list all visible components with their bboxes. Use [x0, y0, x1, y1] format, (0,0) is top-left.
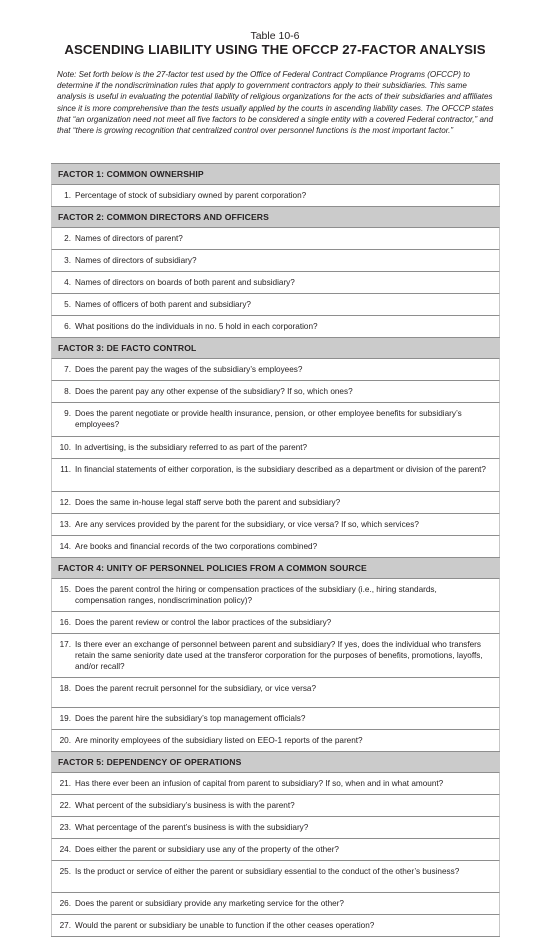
- question-text: Is the product or service of either the parent or subsidiary essential to the conduct of the other’s business?: [75, 867, 460, 876]
- question-row: [51, 227, 500, 249]
- question-number: 16.: [59, 618, 71, 627]
- question-text: Names of directors of subsidiary?: [75, 256, 197, 265]
- question-number: 21.: [59, 779, 71, 788]
- question-number: 9.: [64, 409, 71, 418]
- question-row: [51, 380, 500, 402]
- question-text: Names of officers of both parent and subsidiary?: [75, 300, 251, 309]
- question-text: Are any services provided by the parent for the subsidiary, or vice versa? If so, which services?: [75, 520, 419, 529]
- question-number: 23.: [59, 823, 71, 832]
- question-row: [51, 358, 500, 380]
- question-text: Percentage of stock of subsidiary owned by parent corporation?: [75, 191, 307, 200]
- question-row: [51, 535, 500, 557]
- question-text: Are books and financial records of the two corporations combined?: [75, 542, 318, 551]
- question-text: Is there ever an exchange of personnel between parent and subsidiary? If yes, does the individual who transfers retain the same seniority date used at the transferor corporation for the purposes of benefits, promotions, layoffs, and/or recall?: [75, 640, 483, 671]
- question-row: [51, 513, 500, 535]
- question-text: Does the parent review or control the labor practices of the subsidiary?: [75, 618, 332, 627]
- question-number: 26.: [59, 899, 71, 908]
- question-text: What percentage of the parent’s business is with the subsidiary?: [75, 823, 309, 832]
- question-row: [51, 402, 500, 436]
- question-row: [51, 249, 500, 271]
- question-text: Would the parent or subsidiary be unable to function if the other ceases operation?: [75, 921, 375, 930]
- question-text: Does the parent pay the wages of the subsidiary’s employees?: [75, 365, 303, 374]
- question-text: Does the parent control the hiring or compensation practices of the subsidiary (i.e., hiring standards, compensation ranges, nondiscrimination policy)?: [75, 585, 437, 605]
- question-number: 6.: [64, 322, 71, 331]
- table-title: ASCENDING LIABILITY USING THE OFCCP 27-FACTOR ANALYSIS: [64, 42, 486, 57]
- question-number: 24.: [59, 845, 71, 854]
- question-text: What positions do the individuals in no. 5 hold in each corporation?: [75, 322, 318, 331]
- question-number: 17.: [59, 640, 71, 649]
- factor-heading: FACTOR 3: DE FACTO CONTROL: [51, 337, 500, 358]
- question-number: 19.: [59, 714, 71, 723]
- question-text: Has there ever been an infusion of capital from parent to subsidiary? If so, when and in what amount?: [75, 779, 444, 788]
- question-number: 25.: [59, 867, 71, 876]
- question-text: What percent of the subsidiary’s business is with the parent?: [75, 801, 295, 810]
- factor-table: [51, 163, 500, 937]
- question-number: 7.: [64, 365, 71, 374]
- factor-heading: FACTOR 5: DEPENDENCY OF OPERATIONS: [51, 751, 500, 772]
- question-text: Does the parent or subsidiary provide any marketing service for the other?: [75, 899, 344, 908]
- question-row: [51, 772, 500, 794]
- factor-heading: FACTOR 2: COMMON DIRECTORS AND OFFICERS: [51, 206, 500, 227]
- question-row: [51, 633, 500, 677]
- question-row: [51, 491, 500, 513]
- question-row: [51, 816, 500, 838]
- question-text: Does the parent negotiate or provide health insurance, pension, or other employee benefits for subsidiary’s employees?: [75, 409, 462, 429]
- factor-heading: FACTOR 4: UNITY OF PERSONNEL POLICIES FROM A COMMON SOURCE: [51, 557, 500, 578]
- question-row: [51, 860, 500, 892]
- question-number: 12.: [59, 498, 71, 507]
- question-number: 3.: [64, 256, 71, 265]
- question-text: Does the parent hire the subsidiary’s top management officials?: [75, 714, 306, 723]
- table-number: Table 10-6: [250, 30, 300, 42]
- question-number: 22.: [59, 801, 71, 810]
- question-text: In advertising, is the subsidiary referred to as part of the parent?: [75, 443, 308, 452]
- question-number: 15.: [59, 585, 71, 594]
- question-text: Names of directors of parent?: [75, 234, 183, 243]
- question-number: 5.: [64, 300, 71, 309]
- question-number: 14.: [59, 542, 71, 551]
- question-text: Are minority employees of the subsidiary listed on EEO-1 reports of the parent?: [75, 736, 363, 745]
- question-number: 4.: [64, 278, 71, 287]
- question-number: 10.: [59, 443, 71, 452]
- question-text: Does the same in-house legal staff serve both the parent and subsidiary?: [75, 498, 341, 507]
- question-row: [51, 838, 500, 860]
- question-row: [51, 184, 500, 206]
- question-row: [51, 293, 500, 315]
- question-row: [51, 892, 500, 914]
- question-number: 2.: [64, 234, 71, 243]
- question-row: [51, 914, 500, 936]
- question-text: Does either the parent or subsidiary use any of the property of the other?: [75, 845, 339, 854]
- question-text: Does the parent pay any other expense of the subsidiary? If so, which ones?: [75, 387, 353, 396]
- question-row: [51, 677, 500, 707]
- question-row: [51, 458, 500, 491]
- factor-heading: FACTOR 1: COMMON OWNERSHIP: [51, 163, 500, 184]
- question-row: [51, 729, 500, 751]
- question-row: [51, 707, 500, 729]
- question-row: [51, 436, 500, 458]
- question-number: 1.: [64, 191, 71, 200]
- question-row: [51, 271, 500, 293]
- question-text: Names of directors on boards of both parent and subsidiary?: [75, 278, 295, 287]
- question-number: 20.: [59, 736, 71, 745]
- question-row: [51, 578, 500, 611]
- table-note: Note: Set forth below is the 27-factor test used by the Office of Federal Contract Compliance Programs (OFCCP) to determine if the nondiscrimination rules that apply to government contractors apply to their subsidiaries. This same analysis is useful in evaluating the potential liability of religious organizations for the acts of their subsidiaries and affiliates since it is more comprehensive than the tests usually applied by the courts in ascending liability cases. The OFCCP states that “an organization need not meet all five factors to be considered a single entity with a covered Federal contractor,” and that “there is growing recognition that centralized control over personnel functions is the most important factor.”: [57, 70, 494, 136]
- question-row: [51, 794, 500, 816]
- question-number: 8.: [64, 387, 71, 396]
- question-text: Does the parent recruit personnel for the subsidiary, or vice versa?: [75, 684, 317, 693]
- question-number: 18.: [59, 684, 71, 693]
- question-number: 13.: [59, 520, 71, 529]
- question-row: [51, 611, 500, 633]
- question-number: 11.: [60, 465, 71, 474]
- question-text: In financial statements of either corporation, is the subsidiary described as a department or division of the parent?: [75, 465, 486, 474]
- question-row: [51, 315, 500, 337]
- question-number: 27.: [59, 921, 71, 930]
